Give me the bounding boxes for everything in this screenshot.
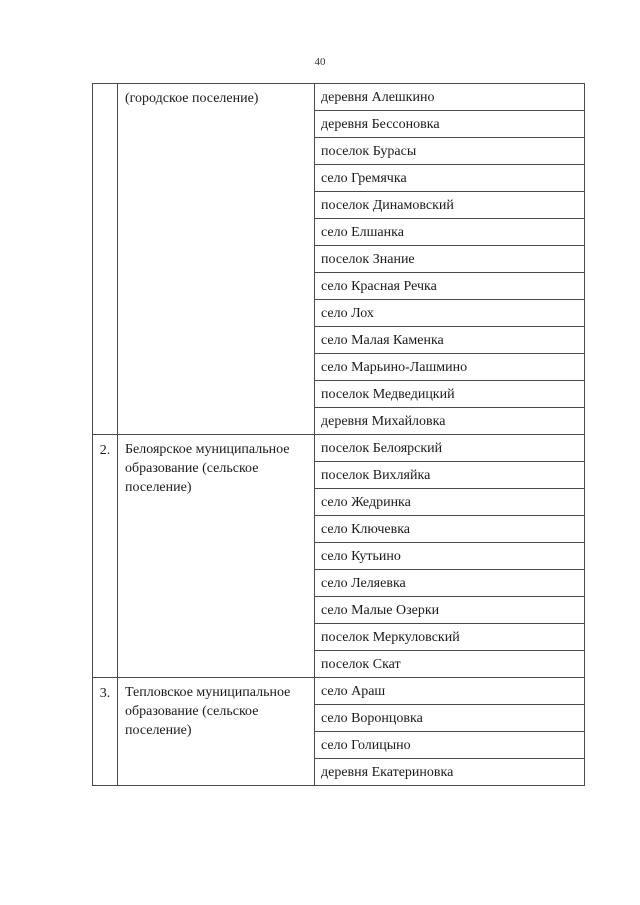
settlement-name: село Ключевка (315, 516, 585, 543)
row-number: 3. (93, 678, 118, 786)
settlement-name: деревня Екатериновка (315, 759, 585, 786)
settlement-name: поселок Скат (315, 651, 585, 678)
settlement-name: поселок Вихляйка (315, 462, 585, 489)
settlement-name: деревня Бессоновка (315, 111, 585, 138)
municipality-name: (городское поселение) (125, 91, 259, 106)
page-number: 40 (314, 56, 326, 68)
table-row (93, 84, 585, 111)
settlement-name: село Марьино-Лашмино (315, 354, 585, 381)
settlement-name: поселок Динамовский (315, 192, 585, 219)
settlement-name: поселок Медведицкий (315, 381, 585, 408)
settlement-name: село Леляевка (315, 570, 585, 597)
settlement-name: село Елшанка (315, 219, 585, 246)
row-number (93, 84, 118, 435)
table-row (93, 678, 585, 705)
settlement-name: село Малая Каменка (315, 327, 585, 354)
municipality-name: Тепловское муниципальное образование (сельское поселение) (125, 685, 291, 738)
municipality-cell (118, 678, 315, 786)
settlement-name: деревня Алешкино (315, 84, 585, 111)
settlement-name: село Голицыно (315, 732, 585, 759)
settlement-name: село Гремячка (315, 165, 585, 192)
settlement-name: поселок Знание (315, 246, 585, 273)
table-row (93, 435, 585, 462)
settlements-table (92, 83, 585, 786)
settlement-name: поселок Меркуловский (315, 624, 585, 651)
settlement-name: село Жедринка (315, 489, 585, 516)
municipality-name: Белоярское муниципальное образование (сельское поселение) (125, 442, 290, 495)
settlement-name: село Воронцовка (315, 705, 585, 732)
row-number: 2. (93, 435, 118, 678)
settlement-name: село Араш (315, 678, 585, 705)
settlement-name: поселок Бурасы (315, 138, 585, 165)
settlement-name: село Лох (315, 300, 585, 327)
municipality-cell (118, 84, 315, 435)
settlement-name: поселок Белоярский (315, 435, 585, 462)
settlement-name: село Красная Речка (315, 273, 585, 300)
settlement-name: село Малые Озерки (315, 597, 585, 624)
settlement-name: деревня Михайловка (315, 408, 585, 435)
settlements-table-body (93, 84, 585, 786)
municipality-cell (118, 435, 315, 678)
settlement-name: село Кутьино (315, 543, 585, 570)
